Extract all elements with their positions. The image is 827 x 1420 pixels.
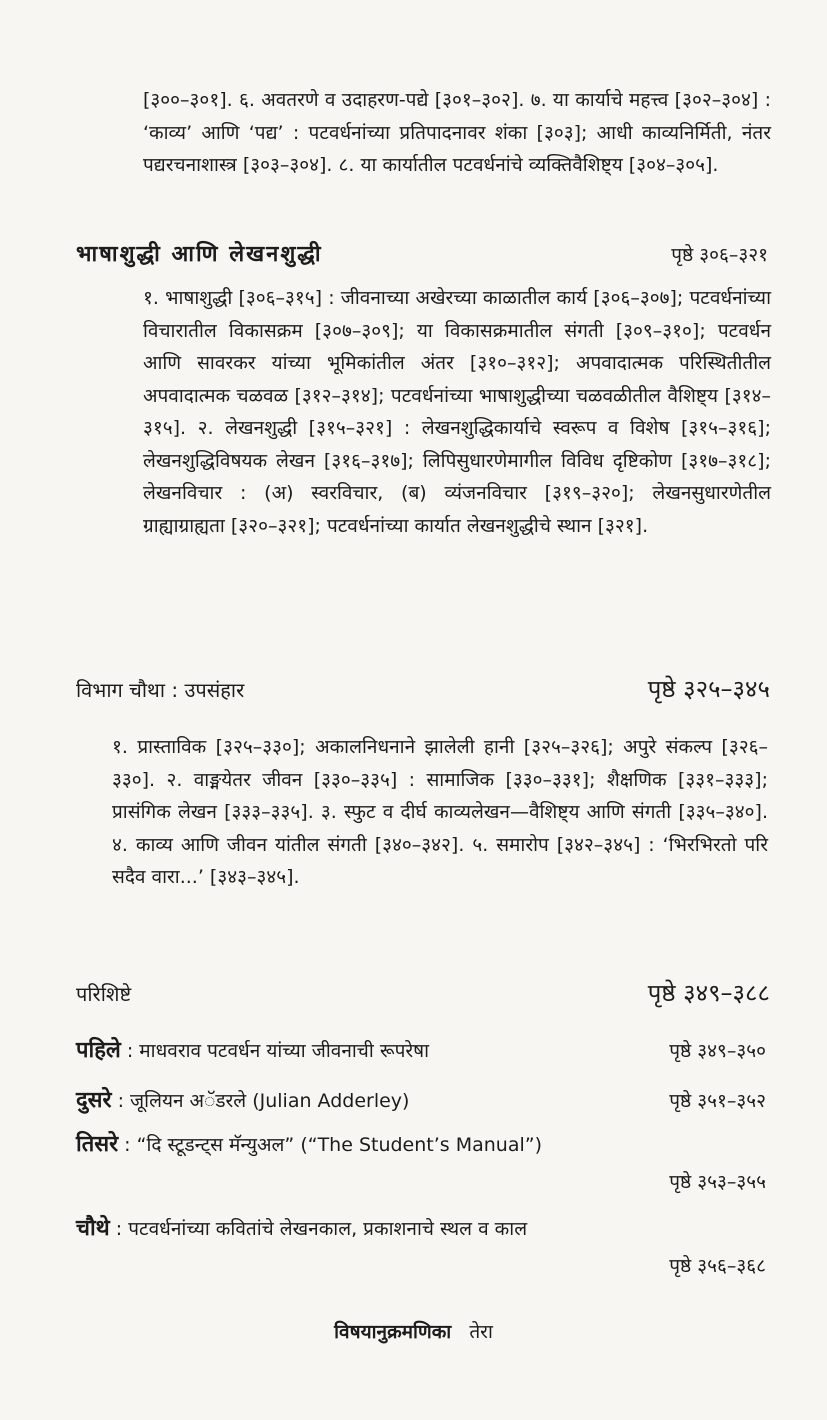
appendix-item-label: चौथे	[76, 1216, 110, 1241]
section-title: भाषाशुद्धी आणि लेखनशुद्धी	[76, 242, 323, 267]
section-body: १. भाषाशुद्धी [३०६–३१५] : जीवनाच्या अखेरच्या काळातील कार्य [३०६–३०७]; पटवर्धनांच्या विचारातील विकासक्रम [३०७–३०९]; या विकासक्रमातील संगती [३०९–३१०]; पटवर्धन आणि सावरकर यांच्या भूमिकांतील अंतर [३१०–३१२]; अपवादात्मक परिस्थितीतील अपवादात्मक चळवळ [३१२–३१४]; पटवर्धनांच्या भाषाशुद्धीच्या चळवळीतील वैशिष्ट्य [३१४–३१५]. २. लेखनशुद्धी [३१५–३२१] : लेखनशुद्धिकार्याचे स्वरूप व विशेष [३१५–३१६]; लेखनशुद्धिविषयक लेखन [३१६–३१७]; लिपिसुधारणेमागील विविध दृष्टिकोण [३१७–३१८]; लेखनविचार : (अ) स्वरविचार, (ब) व्यंजनविचार [३१९–३२०]; लेखनसुधारणेतील ग्राह्याग्राह्यता [३२०–३२१]; पटवर्धनांच्या कार्यात लेखनशुद्धीचे स्थान [३२१].	[143, 287, 771, 537]
appendix-item	[76, 1034, 766, 1064]
appendix-item-pages: पृष्ठे ३५३–३५५	[669, 1171, 766, 1193]
appendix-pages: पृष्ठे ३४९–३८८	[647, 979, 770, 1007]
appendix-item-pages: पृष्ठे ३५६–३६८	[669, 1255, 766, 1277]
appendix-item	[76, 1128, 766, 1194]
appendix-heading-row	[76, 976, 770, 1009]
appendix-item-text: : पटवर्धनांच्या कवितांचे लेखनकाल, प्रकाशनाचे स्थल व काल	[115, 1218, 528, 1240]
page-footer	[0, 1318, 827, 1344]
appendix-item-text: : माधवराव पटवर्धन यांच्या जीवनाची रूपरेषा	[126, 1040, 430, 1062]
appendix-item-label: पहिले	[76, 1038, 121, 1063]
appendix-item-pages: पृष्ठे ३५१–३५२	[669, 1090, 766, 1112]
appendix-item-pages: पृष्ठे ३४९–३५०	[669, 1040, 766, 1062]
footer-page-number: तेरा	[469, 1321, 493, 1343]
appendix-item	[76, 1212, 766, 1278]
appendix-item-label: दुसरे	[76, 1088, 112, 1113]
section-heading-row	[76, 238, 768, 268]
appendix-item	[76, 1084, 766, 1114]
part-title: विभाग चौथा : उपसंहार	[76, 678, 245, 702]
part-pages: पृष्ठे ३२५–३४५	[647, 675, 770, 703]
appendix-title: परिशिष्टे	[76, 982, 132, 1006]
intro-paragraph: [३००–३०१]. ६. अवतरणे व उदाहरण-पद्ये [३०१–३०२]. ७. या कार्याचे महत्त्व [३०२–३०४] : ‘काव्य’ आणि ‘पद्य’ : पटवर्धनांच्या प्रतिपादनावर शंका [३०३]; आधी काव्यनिर्मिती, नंतर पद्यरचनाशास्त्र [३०३–३०४]. ८. या कार्यातील पटवर्धनांचे व्यक्तिवैशिष्ट्य [३०४–३०५].	[143, 89, 771, 176]
section-pages: पृष्ठे ३०६–३२१	[671, 244, 768, 266]
appendix-item-label: तिसरे	[76, 1132, 119, 1157]
part-heading-row	[76, 672, 770, 705]
footer-title: विषयानुक्रमणिका	[334, 1321, 452, 1343]
part-body: १. प्रास्ताविक [३२५–३३०]; अकालनिधनाने झालेली हानी [३२५–३२६]; अपुरे संकल्प [३२६–३३०]. २. वाङ्मयेतर जीवन [३३०–३३५] : सामाजिक [३३०–३३१]; शैक्षणिक [३३१–३३३]; प्रासंगिक लेखन [३३३–३३५]. ३. स्फुट व दीर्घ काव्यलेखन—वैशिष्ट्य आणि संगती [३३५–३४०]. ४. काव्य आणि जीवन यांतील संगती [३४०–३४२]. ५. समारोप [३४२–३४५] : ‘भिरभिरतो परि सदैव वारा...’ [३४३–३४५].	[112, 736, 768, 888]
appendix-item-text: : “दि स्टूडन्ट्स मॅन्युअल” (“The Student’s Manual”)	[124, 1134, 543, 1156]
appendix-item-text: : जूलियन अॅडरले (Julian Adderley)	[117, 1090, 410, 1112]
